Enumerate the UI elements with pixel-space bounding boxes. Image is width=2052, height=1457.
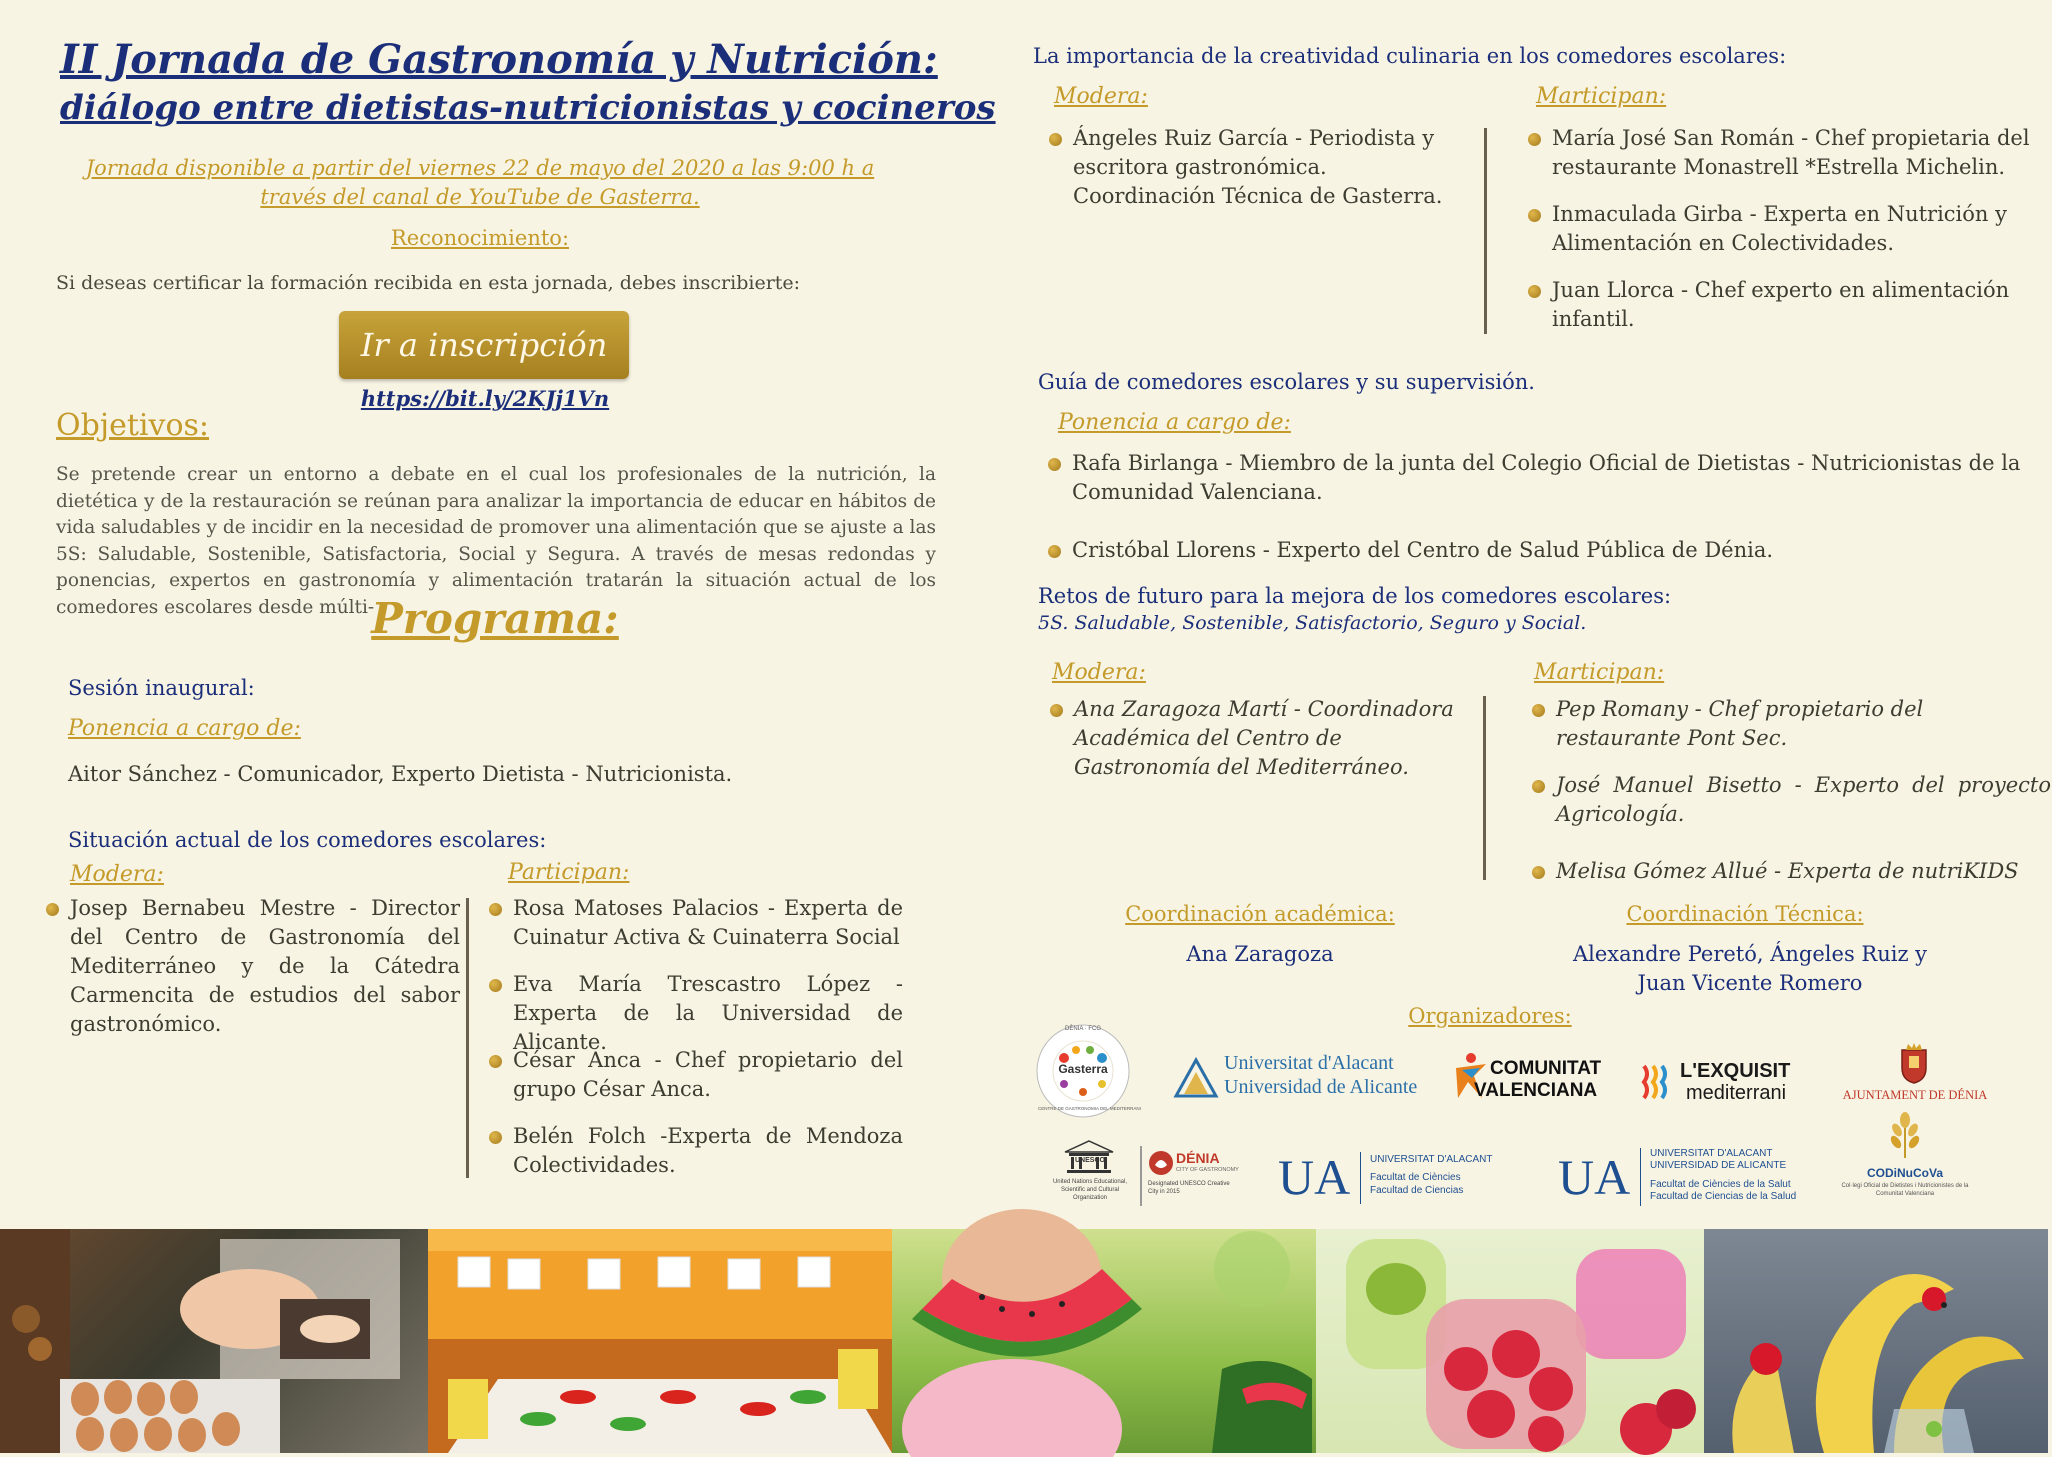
objectives-paragraph: Se pretende crear un entorno a debate en el cual los profesionales de la nutrición, la dietética y de la restauración se reúnan para analizar la importancia de educar en hábitos de vida saludables y de incidir en la necesidad de promover una alimentación que se ajuste a las 5S: Saludable, Sostenible, Satisfactoria, Social y Segura. A través de mesas redondas y ponencias, expertos en gastronomía y alimentación tratarán la situación actual de los comedores escolares desde múlti- [56,464,936,618]
ua-ciencias-line-2: Facultat de Ciències [1370,1172,1461,1183]
ua-ciencias-line-1: UNIVERSITAT D'ALACANT [1370,1154,1493,1165]
future-divider [1483,696,1486,880]
ua-salud-line-4: Facultad de Ciencias de la Salud [1650,1191,1797,1202]
ua-ciencias-mark: UA [1278,1149,1351,1205]
denia-city-subtitle: CITY OF GASTRONOMY [1176,1167,1239,1173]
photo-banana-dolphin [1704,1229,2048,1453]
academic-coordination-name: Ana Zaragoza [1186,942,1334,966]
ua-salud-line-3: Facultat de Ciències de la Salut [1650,1179,1791,1190]
popsicles-illustration [1316,1229,1704,1453]
cv-line-2: VALENCIANA [1474,1080,1598,1101]
technical-names-line-2: Juan Vicente Romero [1637,971,1863,995]
comunitat-valenciana-logo [1454,1048,1614,1108]
future-subheading: 5S. Saludable, Sostenible, Satisfactorio, Seguro y Social. [1038,612,1587,634]
creativity-participant-1: María José San Román - Chef propietaria del restaurante Monastrell *Estrella Michelin. [1528,124,2052,182]
guide-heading: Guía de comedores escolares y su supervisión. [1038,370,1535,394]
photo-watermelon [892,1229,1316,1453]
situation-participant-3: César Anca - Chef propietario del grupo César Anca. [489,1046,903,1104]
ua-salud-divider [1640,1148,1641,1206]
situation-moderator-role: Modera: [70,862,164,887]
inaugural-role: Ponencia a cargo de: [68,716,301,741]
creativity-moderator: Ángeles Ruiz García - Periodista y escritora gastronómica. Coordinación Técnica de Gasterra. [1049,124,1473,211]
gasterra-logo [1034,1022,1141,1120]
future-participant-1: Pep Romany - Chef propietario del restaurante Pont Sec. [1532,695,1946,753]
ua-triangle-icon [1174,1058,1218,1098]
page-subtitle: diálogo entre dietistas-nutricionistas y cocineros [60,88,996,128]
objectives-heading: Objetivos: [56,408,210,443]
organizers-heading: Organizadores: [1408,1004,1572,1028]
guide-speaker-1: Rafa Birlanga - Miembro de la junta del Colegio Oficial de Dietistas - Nutricionistas de la Comunidad Valenciana. [1048,449,2042,507]
creativity-participants-role: Marticipan: [1536,84,1667,109]
banana-dolphin-illustration [1704,1229,2048,1453]
unesco-denia-logo [1046,1140,1239,1216]
photo-strip [0,1229,2048,1453]
gasterra-wordmark: Gasterra [1058,1062,1108,1076]
ua-logo [1174,1052,1424,1102]
situation-heading: Situación actual de los comedores escolares: [68,828,547,852]
ua-ciencias-line-3: Facultad de Ciencias [1370,1185,1464,1196]
ua-name-valencian: Universitat d'Alacant [1224,1052,1394,1074]
ajuntament-denia-text: AJUNTAMENT DE DÉNIA [1842,1088,1988,1102]
watermelon-illustration [892,1229,1316,1453]
creativity-participant-2: Inmaculada Girba - Experta en Nutrición y Alimentación en Colectividades. [1528,200,2052,258]
exquisit-waves-icon [1640,1062,1674,1102]
academic-coordination-heading: Coordinación académica: [1125,902,1395,926]
recognition-heading: Reconocimiento: [390,226,570,250]
situation-participant-4: Belén Folch -Experta de Mendoza Colectividades. [489,1122,903,1180]
unesco-caption: United Nations Educational, Scientific and Cultural Organization [1052,1179,1128,1201]
guide-role: Ponencia a cargo de: [1058,410,1291,435]
future-participants-role: Marticipan: [1534,660,1665,685]
ua-salud-line-2: UNIVERSIDAD DE ALICANTE [1650,1160,1787,1171]
ua-salud-logo [1558,1142,1818,1212]
gasterra-ring-text: CENTRE DE GASTRONOMIA DEL MEDITERRANI [1038,1106,1141,1111]
gasterra-top-text: DÈNIA · FCG [1064,1026,1101,1032]
availability-line-1: Jornada disponible a partir del viernes 22 de mayo del 2020 a las 9:00 h a [85,156,875,180]
situation-divider [466,898,469,1178]
creativity-heading: La importancia de la creatividad culinaria en los comedores escolares: [1033,44,1787,68]
future-heading: Retos de futuro para la mejora de los comedores escolares: [1038,584,1672,608]
technical-coordination-names [1540,940,1960,998]
creativity-moderator-role: Modera: [1054,84,1148,109]
inaugural-speaker: Aitor Sánchez - Comunicador, Experto Dietista - Nutricionista. [68,762,733,786]
technical-names-line-1: Alexandre Peretó, Ángeles Ruiz y [1572,942,1928,966]
technical-coordination-heading: Coordinación Técnica: [1626,902,1864,926]
denia-city-caption: Designated UNESCO Creative City in 2015 [1148,1181,1230,1195]
denia-city-name: DÉNIA [1176,1150,1220,1166]
future-participant-2: José Manuel Bisetto - Experto del proyecto Agricología. [1532,771,2051,829]
photo-kids-eggs [0,1229,428,1453]
unesco-divider [1140,1146,1142,1206]
situation-participant-2: Eva María Trescastro López - Experta de la Universidad de Alicante. [489,970,903,1057]
ua-salud-line-1: UNIVERSITAT D'ALACANT [1650,1148,1773,1159]
codinucova-wheat-icon [1880,1110,1930,1160]
availability-line-2: través del canal de YouTube de Gasterra. [260,185,700,209]
situation-moderator: Josep Bernabeu Mestre - Director del Centro de Gastronomía del Mediterráneo y de la Cátedra Carmencita de estudios del sabor gastronómico. [46,894,460,1039]
guide-speaker-2: Cristóbal Llorens - Experto del Centro de Salud Pública de Dénia. [1048,536,2042,565]
exquisit-logo [1640,1060,1810,1108]
page-title: II Jornada de Gastronomía y Nutrición: [60,36,938,83]
exquisit-line-1: L'EXQUISIT [1680,1060,1791,1082]
denia-city-icon [1148,1150,1174,1176]
exquisit-line-2: mediterrani [1686,1082,1787,1104]
situation-participant-1: Rosa Matoses Palacios - Experta de Cuinatur Activa & Cuinaterra Social [489,894,903,952]
certify-text: Si deseas certificar la formación recibida en esta jornada, debes inscribierte: [56,272,801,294]
unesco-wordmark: UNESCO [1075,1157,1105,1164]
inaugural-heading: Sesión inaugural: [68,676,255,700]
eggs-illustration [0,1229,428,1453]
register-button[interactable]: Ir a inscripción [339,311,629,379]
ua-ciencias-divider [1360,1152,1361,1204]
photo-dining-room [428,1229,892,1453]
situation-participants-role: Participan: [508,860,630,885]
photo-popsicles [1316,1229,1704,1453]
future-moderator: Ana Zaragoza Martí - Coordinadora Académica del Centro de Gastronomía del Mediterráneo. [1050,695,1474,782]
cv-line-1: COMUNITAT [1490,1058,1602,1079]
ua-salud-mark: UA [1558,1149,1631,1205]
register-link[interactable]: https://bit.ly/2KJj1Vn [360,386,610,411]
codinucova-caption: Col·legi Oficial de Dietistes i Nutricionistes de la Comunitat Valenciana [1841,1183,1969,1197]
program-heading: Programa: [371,594,619,643]
dining-room-illustration [428,1229,892,1453]
creativity-divider [1484,128,1487,334]
codinucova-wordmark: CODiNuCoVa [1866,1166,1943,1180]
future-participant-3: Melisa Gómez Allué - Experta de nutriKIDS [1532,857,2051,886]
codinucova-logo [1840,1110,1970,1210]
ajuntament-denia-logo [1832,1042,1998,1106]
future-moderator-role: Modera: [1052,660,1146,685]
creativity-participant-3: Juan Llorca - Chef experto en alimentación infantil. [1528,276,2032,334]
availability-notice[interactable] [60,154,900,212]
denia-shield-icon [1900,1042,1928,1084]
ua-name-spanish: Universidad de Alicante [1224,1076,1418,1098]
ua-ciencias-logo [1278,1142,1518,1212]
